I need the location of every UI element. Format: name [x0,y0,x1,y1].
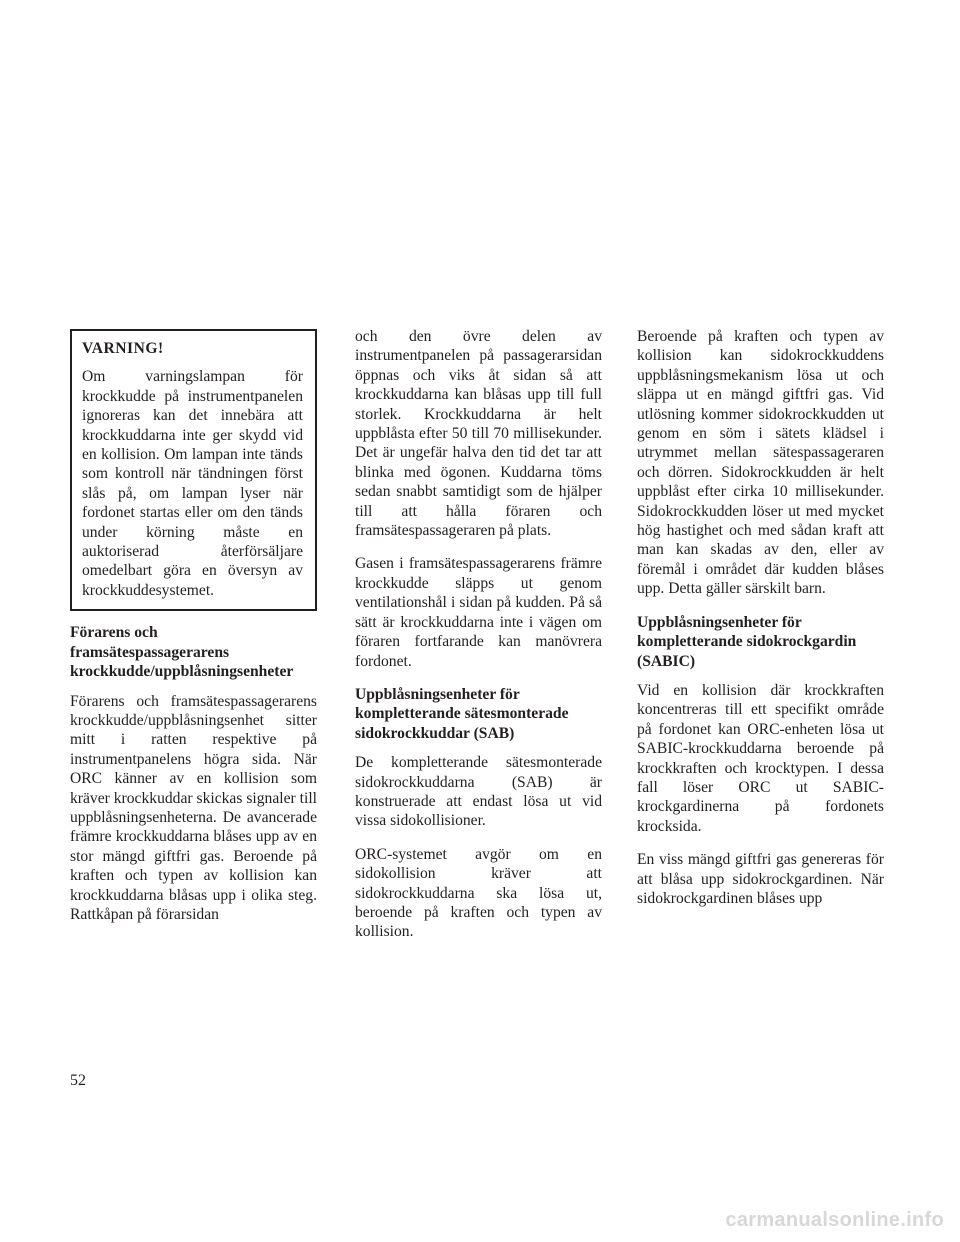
warning-title: VARNING! [82,340,164,357]
paragraph: Förarens och framsätespassagerarens krockkudde/uppblåsningsenhet sitter mitt i ratten respektive på instrumentpanelens högra sida. När ORC känner av en kollision som kräver krockkuddar skickas signaler till uppblåsningsenheterna. De avancerade främre krockkuddarna blåses upp av en stor mängd giftfri gas. Beroende på kraften och typen av kollision kan krockkuddarna blåsas upp i olika steg. Rattkåpan på förarsidan [70,692,317,923]
paragraph: ORC-systemet avgör om en sidokollision kräver att sidokrockkuddarna ska lösa ut, beroende på kraften och typen av kollision. [355,845,602,941]
section-heading-sabic: Uppblåsningsenheter för kompletterande sidokrockgardin (SABIC) [637,613,857,670]
paragraph: Beroende på kraften och typen av kollision kan sidokrockkuddens uppblåsningsmekanism lösa ut och släppa ut en mängd giftfri gas. Vid utlösning kommer sidokrockkudden ut genom en söm i sätets klädsel i utrymmet mellan sätespassageraren och dörren. Sidokrockkudden är helt uppblåst efter cirka 10 millisekunder. Sidokrockkudden löser ut med mycket hög hastighet och med sådan kraft att man kan skadas av den, eller av föremål i området där kudden blåses upp. Detta gäller särskilt barn. [637,328,884,598]
column-middle [355,327,602,956]
paragraph: En viss mängd giftfri gas genereras för att blåsa upp sidokrockgardinen. När sidokrockgardinen blåses upp [637,851,884,907]
paragraph: Gasen i framsätespassagerarens främre krockkudde släpps ut genom ventilationshål i sidan på kudden. På så sätt är krockkuddarna inte i vägen om föraren fortfarande kan manövrera fordonet. [355,555,602,670]
paragraph: De kompletterande sätesmonterade sidokrockkuddarna (SAB) är konstruerade att endast lösa ut vid vissa sidokollisioner. [355,754,602,830]
paragraph: och den övre delen av instrumentpanelen på passagerarsidan öppnas och viks åt sidan så att krockkuddarna kan blåsas upp till full storlek. Krockkuddarna är helt uppblåsta efter 50 till 70 millisekunder. Det är ungefär halva den tid det tar att blinka med ögonen. Kuddarna töms sedan snabbt samtidigt som de hjälper till att hålla föraren och framsätespassageraren på plats. [355,328,602,540]
section-heading-driver-airbags: Förarens och framsätespassagerarens krockkudde/uppblåsningsenheter [70,624,294,681]
column-left [70,329,317,938]
paragraph: Vid en kollision där krockkraften koncentreras till ett specifikt område på fordonet kan ORC-enheten lösa ut SABIC-krockkuddarna beroende på krockkraften och krocktypen. I dessa fall löser ORC ut SABIC-krockgardinerna på fordonets krocksida. [637,681,884,835]
warning-box [70,329,317,611]
warning-text: Om varningslampan för krockkudde på instrumentpanelen ignoreras kan det innebära att krockkuddarna inte ger skydd vid en kollision. Om lampan inte tänds som kontroll när tändningen först slås på, om lampan lyser när fordonet startas eller om den tänds under körning måste en auktoriserad återförsäljare omedelbart göra en översyn av krockkuddesystemet. [82,368,303,599]
watermark-logo[interactable]: carmanualsonline.info [725,1209,944,1231]
column-right [637,327,884,922]
page-number: 52 [70,1072,86,1089]
section-heading-sab: Uppblåsningsenheter för kompletterande sätesmonterade sidokrockkuddar (SAB) [355,685,569,742]
